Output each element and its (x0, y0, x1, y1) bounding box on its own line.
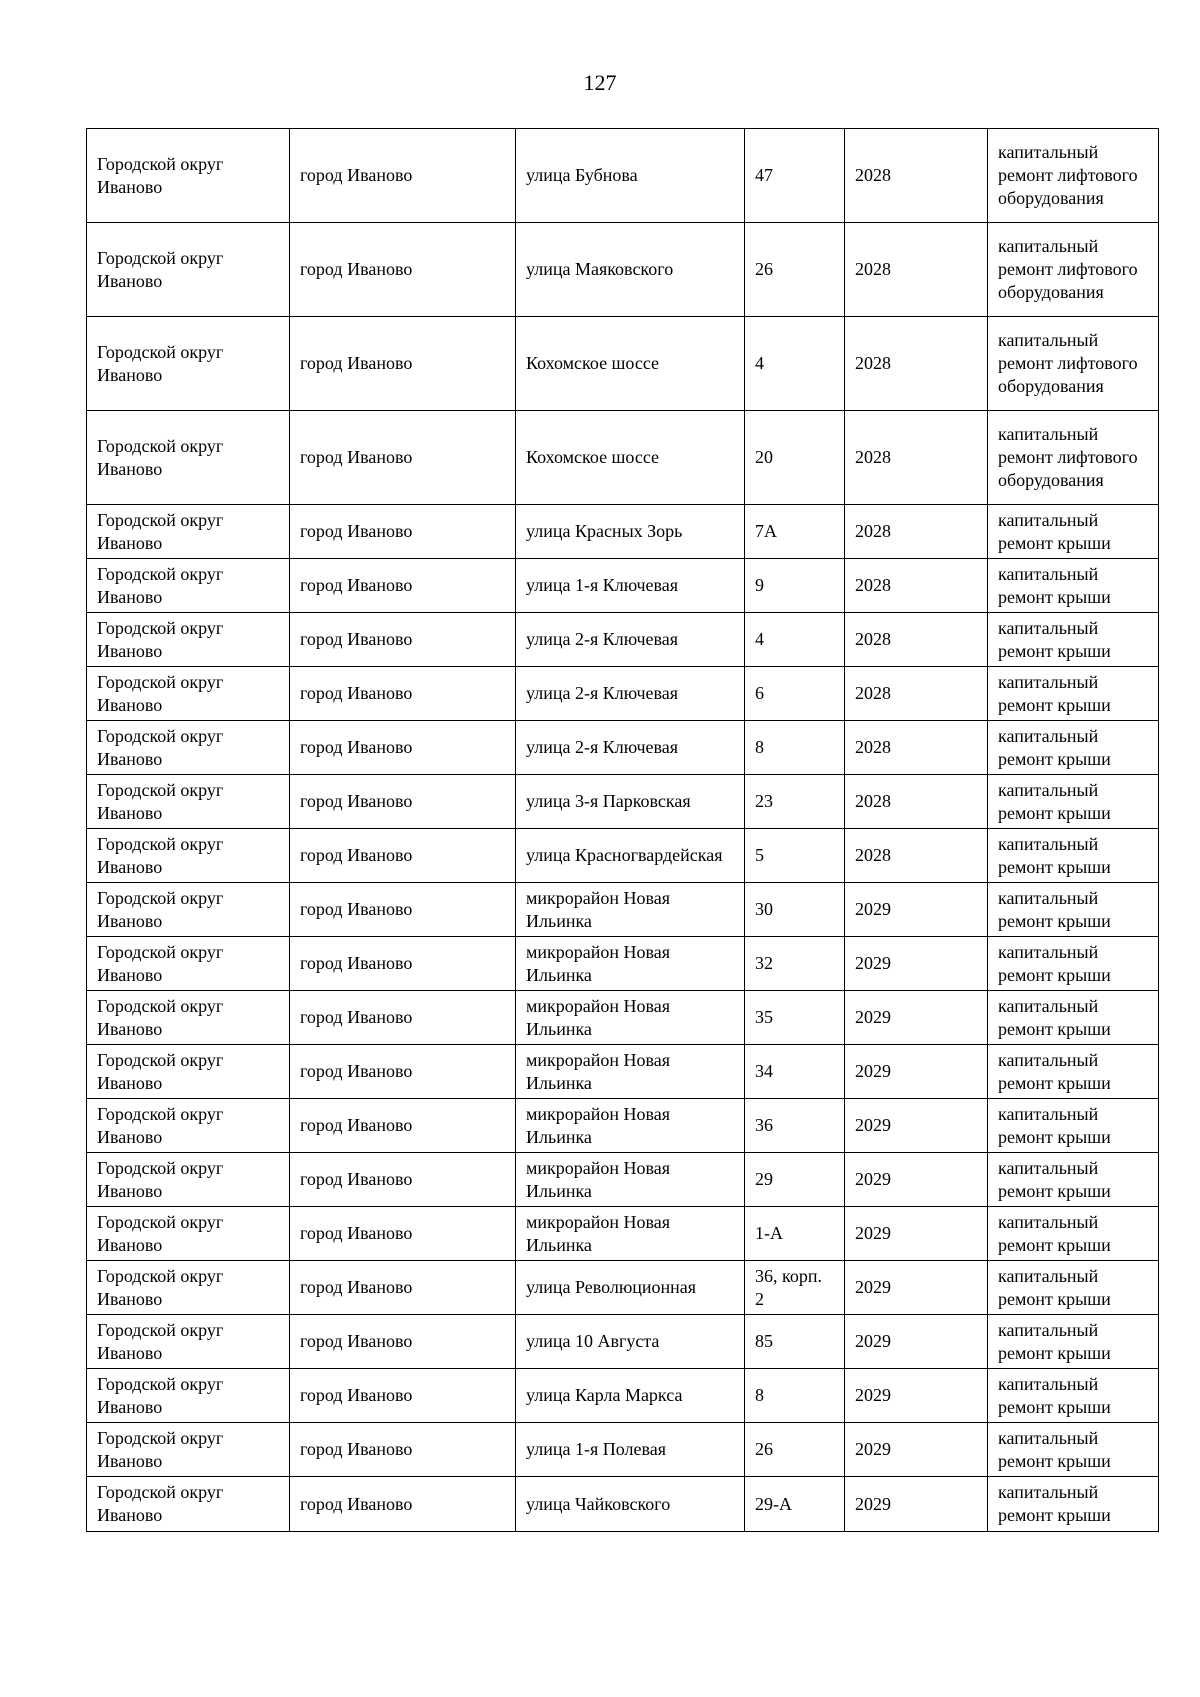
cell-work-type: капитальный ремонт крыши (988, 1261, 1159, 1315)
cell-work-type: капитальный ремонт крыши (988, 991, 1159, 1045)
cell-year: 2029 (845, 1207, 988, 1261)
table-row (87, 1315, 1159, 1369)
cell-locality: город Иваново (290, 129, 516, 223)
cell-house: 8 (745, 721, 845, 775)
cell-street: микрорайон Новая Ильинка (516, 1153, 745, 1207)
cell-municipality: Городской округ Иваново (87, 613, 290, 667)
table-row (87, 317, 1159, 411)
cell-locality: город Иваново (290, 411, 516, 505)
cell-street: микрорайон Новая Ильинка (516, 937, 745, 991)
cell-street: улица 10 Августа (516, 1315, 745, 1369)
table-row (87, 667, 1159, 721)
cell-year: 2028 (845, 129, 988, 223)
table-row (87, 829, 1159, 883)
cell-locality: город Иваново (290, 1045, 516, 1099)
cell-house: 9 (745, 559, 845, 613)
cell-year: 2029 (845, 991, 988, 1045)
cell-locality: город Иваново (290, 1315, 516, 1369)
cell-locality: город Иваново (290, 317, 516, 411)
cell-house: 7А (745, 505, 845, 559)
cell-locality: город Иваново (290, 883, 516, 937)
cell-locality: город Иваново (290, 937, 516, 991)
cell-year: 2028 (845, 505, 988, 559)
cell-locality: город Иваново (290, 1477, 516, 1532)
cell-street: улица Чайковского (516, 1477, 745, 1532)
cell-house: 26 (745, 1423, 845, 1477)
cell-street: улица Красных Зорь (516, 505, 745, 559)
cell-street: улица 1-я Полевая (516, 1423, 745, 1477)
cell-street: улица 2-я Ключевая (516, 613, 745, 667)
cell-street: улица Красногвардейская (516, 829, 745, 883)
table-row (87, 1045, 1159, 1099)
cell-municipality: Городской округ Иваново (87, 129, 290, 223)
cell-municipality: Городской округ Иваново (87, 1153, 290, 1207)
cell-year: 2029 (845, 1045, 988, 1099)
cell-locality: город Иваново (290, 505, 516, 559)
cell-house: 4 (745, 613, 845, 667)
cell-year: 2029 (845, 1477, 988, 1532)
table-row (87, 411, 1159, 505)
cell-house: 23 (745, 775, 845, 829)
cell-locality: город Иваново (290, 1207, 516, 1261)
cell-municipality: Городской округ Иваново (87, 1423, 290, 1477)
cell-year: 2029 (845, 883, 988, 937)
cell-street: микрорайон Новая Ильинка (516, 1207, 745, 1261)
cell-house: 8 (745, 1369, 845, 1423)
cell-house: 20 (745, 411, 845, 505)
cell-house: 4 (745, 317, 845, 411)
cell-work-type: капитальный ремонт крыши (988, 1045, 1159, 1099)
cell-year: 2028 (845, 223, 988, 317)
table-row (87, 505, 1159, 559)
cell-work-type: капитальный ремонт крыши (988, 937, 1159, 991)
cell-locality: город Иваново (290, 1099, 516, 1153)
cell-locality: город Иваново (290, 991, 516, 1045)
cell-municipality: Городской округ Иваново (87, 1315, 290, 1369)
cell-house: 29 (745, 1153, 845, 1207)
cell-locality: город Иваново (290, 1369, 516, 1423)
cell-municipality: Городской округ Иваново (87, 1369, 290, 1423)
cell-street: улица 2-я Ключевая (516, 721, 745, 775)
cell-house: 36, корп. 2 (745, 1261, 845, 1315)
table-body (87, 129, 1159, 1532)
table-row (87, 1369, 1159, 1423)
cell-year: 2028 (845, 829, 988, 883)
cell-work-type: капитальный ремонт лифтового оборудования (988, 411, 1159, 505)
cell-street: улица Революционная (516, 1261, 745, 1315)
cell-year: 2028 (845, 775, 988, 829)
cell-year: 2029 (845, 1099, 988, 1153)
cell-year: 2028 (845, 613, 988, 667)
cell-municipality: Городской округ Иваново (87, 1099, 290, 1153)
cell-house: 29-А (745, 1477, 845, 1532)
cell-locality: город Иваново (290, 775, 516, 829)
cell-work-type: капитальный ремонт крыши (988, 883, 1159, 937)
cell-street: улица 1-я Ключевая (516, 559, 745, 613)
cell-house: 1-А (745, 1207, 845, 1261)
cell-street: улица Карла Маркса (516, 1369, 745, 1423)
cell-work-type: капитальный ремонт крыши (988, 721, 1159, 775)
cell-municipality: Городской округ Иваново (87, 1207, 290, 1261)
cell-work-type: капитальный ремонт крыши (988, 1369, 1159, 1423)
cell-municipality: Городской округ Иваново (87, 775, 290, 829)
cell-work-type: капитальный ремонт крыши (988, 1153, 1159, 1207)
cell-year: 2028 (845, 317, 988, 411)
table-row (87, 1207, 1159, 1261)
cell-street: микрорайон Новая Ильинка (516, 1099, 745, 1153)
cell-work-type: капитальный ремонт лифтового оборудования (988, 317, 1159, 411)
cell-municipality: Городской округ Иваново (87, 223, 290, 317)
cell-year: 2029 (845, 1315, 988, 1369)
cell-municipality: Городской округ Иваново (87, 883, 290, 937)
cell-work-type: капитальный ремонт крыши (988, 1207, 1159, 1261)
cell-house: 34 (745, 1045, 845, 1099)
cell-municipality: Городской округ Иваново (87, 1477, 290, 1532)
table-row (87, 129, 1159, 223)
cell-year: 2028 (845, 667, 988, 721)
table-row (87, 613, 1159, 667)
cell-street: Кохомское шоссе (516, 317, 745, 411)
cell-municipality: Городской округ Иваново (87, 1045, 290, 1099)
table-row (87, 1099, 1159, 1153)
table-row (87, 883, 1159, 937)
cell-work-type: капитальный ремонт крыши (988, 1423, 1159, 1477)
cell-work-type: капитальный ремонт лифтового оборудования (988, 129, 1159, 223)
cell-municipality: Городской округ Иваново (87, 411, 290, 505)
cell-year: 2029 (845, 1369, 988, 1423)
cell-municipality: Городской округ Иваново (87, 829, 290, 883)
cell-locality: город Иваново (290, 721, 516, 775)
cell-house: 47 (745, 129, 845, 223)
cell-work-type: капитальный ремонт крыши (988, 1315, 1159, 1369)
cell-locality: город Иваново (290, 667, 516, 721)
page-number: 127 (583, 70, 617, 95)
cell-locality: город Иваново (290, 1423, 516, 1477)
cell-year: 2028 (845, 559, 988, 613)
cell-municipality: Городской округ Иваново (87, 937, 290, 991)
cell-municipality: Городской округ Иваново (87, 505, 290, 559)
cell-municipality: Городской округ Иваново (87, 721, 290, 775)
cell-year: 2028 (845, 411, 988, 505)
cell-street: микрорайон Новая Ильинка (516, 883, 745, 937)
cell-work-type: капитальный ремонт крыши (988, 775, 1159, 829)
cell-house: 5 (745, 829, 845, 883)
cell-municipality: Городской округ Иваново (87, 559, 290, 613)
cell-work-type: капитальный ремонт крыши (988, 559, 1159, 613)
cell-house: 32 (745, 937, 845, 991)
cell-work-type: капитальный ремонт лифтового оборудования (988, 223, 1159, 317)
cell-house: 26 (745, 223, 845, 317)
cell-work-type: капитальный ремонт крыши (988, 1099, 1159, 1153)
cell-year: 2029 (845, 1153, 988, 1207)
cell-work-type: капитальный ремонт крыши (988, 829, 1159, 883)
cell-year: 2029 (845, 937, 988, 991)
cell-street: микрорайон Новая Ильинка (516, 991, 745, 1045)
cell-street: микрорайон Новая Ильинка (516, 1045, 745, 1099)
table-row (87, 721, 1159, 775)
cell-year: 2029 (845, 1261, 988, 1315)
cell-municipality: Городской округ Иваново (87, 317, 290, 411)
cell-street: Кохомское шоссе (516, 411, 745, 505)
cell-municipality: Городской округ Иваново (87, 667, 290, 721)
cell-house: 35 (745, 991, 845, 1045)
repair-schedule-table (86, 128, 1159, 1532)
cell-house: 30 (745, 883, 845, 937)
cell-work-type: капитальный ремонт крыши (988, 505, 1159, 559)
table-row (87, 1261, 1159, 1315)
cell-municipality: Городской округ Иваново (87, 991, 290, 1045)
cell-house: 36 (745, 1099, 845, 1153)
cell-street: улица 2-я Ключевая (516, 667, 745, 721)
cell-work-type: капитальный ремонт крыши (988, 613, 1159, 667)
cell-locality: город Иваново (290, 613, 516, 667)
table-row (87, 559, 1159, 613)
cell-locality: город Иваново (290, 1261, 516, 1315)
table-row (87, 223, 1159, 317)
table-row (87, 991, 1159, 1045)
table-row (87, 1153, 1159, 1207)
table-row (87, 775, 1159, 829)
cell-locality: город Иваново (290, 559, 516, 613)
table-row (87, 1477, 1159, 1532)
cell-house: 85 (745, 1315, 845, 1369)
cell-street: улица Бубнова (516, 129, 745, 223)
cell-work-type: капитальный ремонт крыши (988, 1477, 1159, 1532)
cell-work-type: капитальный ремонт крыши (988, 667, 1159, 721)
cell-locality: город Иваново (290, 223, 516, 317)
cell-locality: город Иваново (290, 829, 516, 883)
cell-locality: город Иваново (290, 1153, 516, 1207)
cell-year: 2029 (845, 1423, 988, 1477)
cell-municipality: Городской округ Иваново (87, 1261, 290, 1315)
table-row (87, 937, 1159, 991)
cell-year: 2028 (845, 721, 988, 775)
table-row (87, 1423, 1159, 1477)
cell-house: 6 (745, 667, 845, 721)
cell-street: улица Маяковского (516, 223, 745, 317)
cell-street: улица 3-я Парковская (516, 775, 745, 829)
